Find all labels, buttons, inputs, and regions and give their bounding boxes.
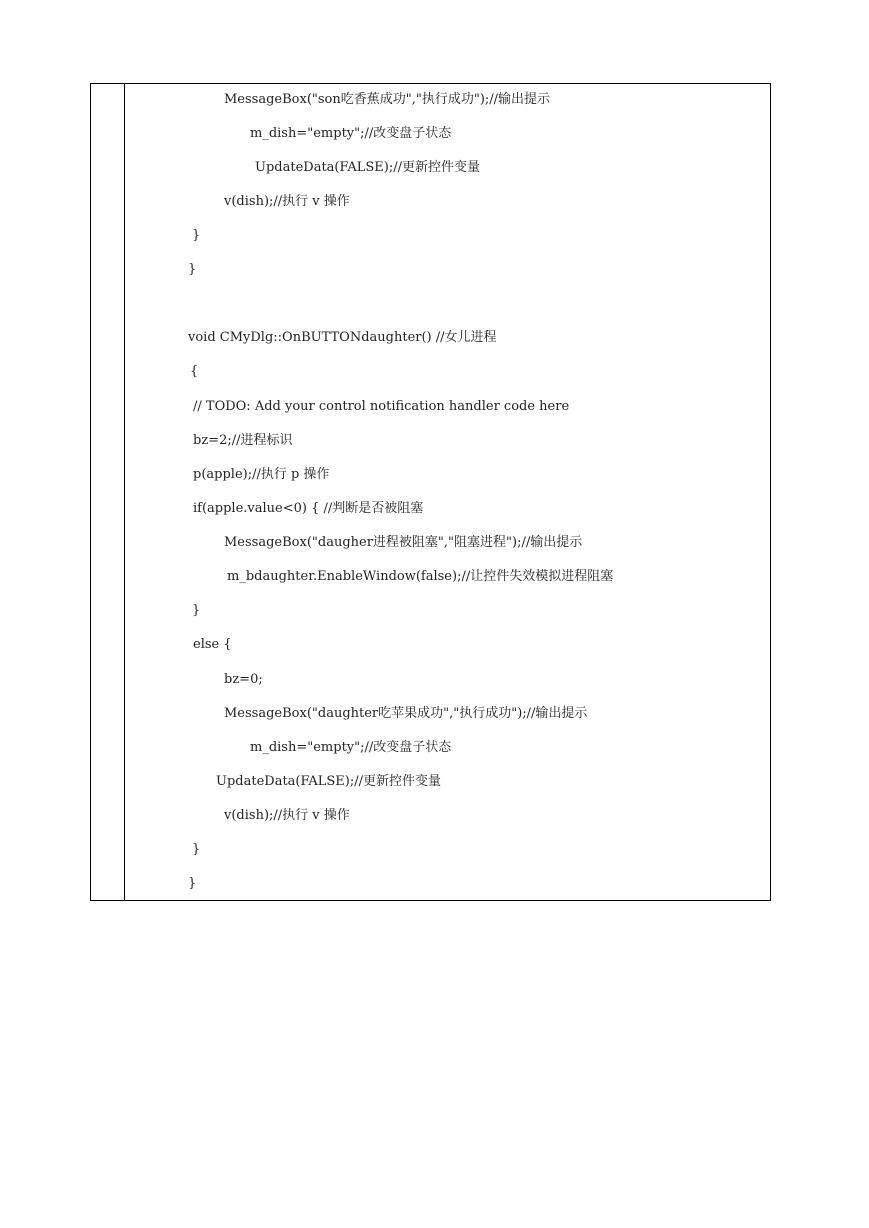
code-line: MessageBox("daugher进程被阻塞","阻塞进程");//输出提示 — [224, 535, 583, 550]
code-line: else { — [193, 637, 232, 652]
code-line: // TODO: Add your control notification handler code here — [193, 399, 570, 414]
code-line: v(dish);//执行 v 操作 — [224, 194, 350, 209]
code-line: { — [190, 364, 199, 379]
code-line: bz=0; — [224, 672, 263, 687]
code-line: UpdateData(FALSE);//更新控件变量 — [216, 774, 442, 789]
code-line: void CMyDlg::OnBUTTONdaughter() //女儿进程 — [188, 330, 497, 345]
code-line: } — [192, 603, 201, 618]
code-line: } — [192, 228, 201, 243]
code-line: m_dish="empty";//改变盘子状态 — [250, 126, 452, 141]
code-line: } — [188, 876, 197, 891]
code-line: MessageBox("daughter吃苹果成功","执行成功");//输出提示 — [224, 706, 588, 721]
code-line: UpdateData(FALSE);//更新控件变量 — [255, 160, 481, 175]
code-line: if(apple.value<0) { //判断是否被阻塞 — [193, 501, 424, 516]
code-line: MessageBox("son吃香蕉成功","执行成功");//输出提示 — [224, 92, 551, 107]
code-line: } — [192, 842, 201, 857]
code-line: v(dish);//执行 v 操作 — [224, 808, 350, 823]
code-line: m_bdaughter.EnableWindow(false);//让控件失效模拟进程阻塞 — [227, 569, 614, 584]
code-line: } — [188, 262, 197, 277]
code-line: p(apple);//执行 p 操作 — [193, 467, 330, 482]
code-line: m_dish="empty";//改变盘子状态 — [250, 740, 452, 755]
code-line: bz=2;//进程标识 — [193, 433, 293, 448]
table-left-column — [91, 84, 125, 900]
